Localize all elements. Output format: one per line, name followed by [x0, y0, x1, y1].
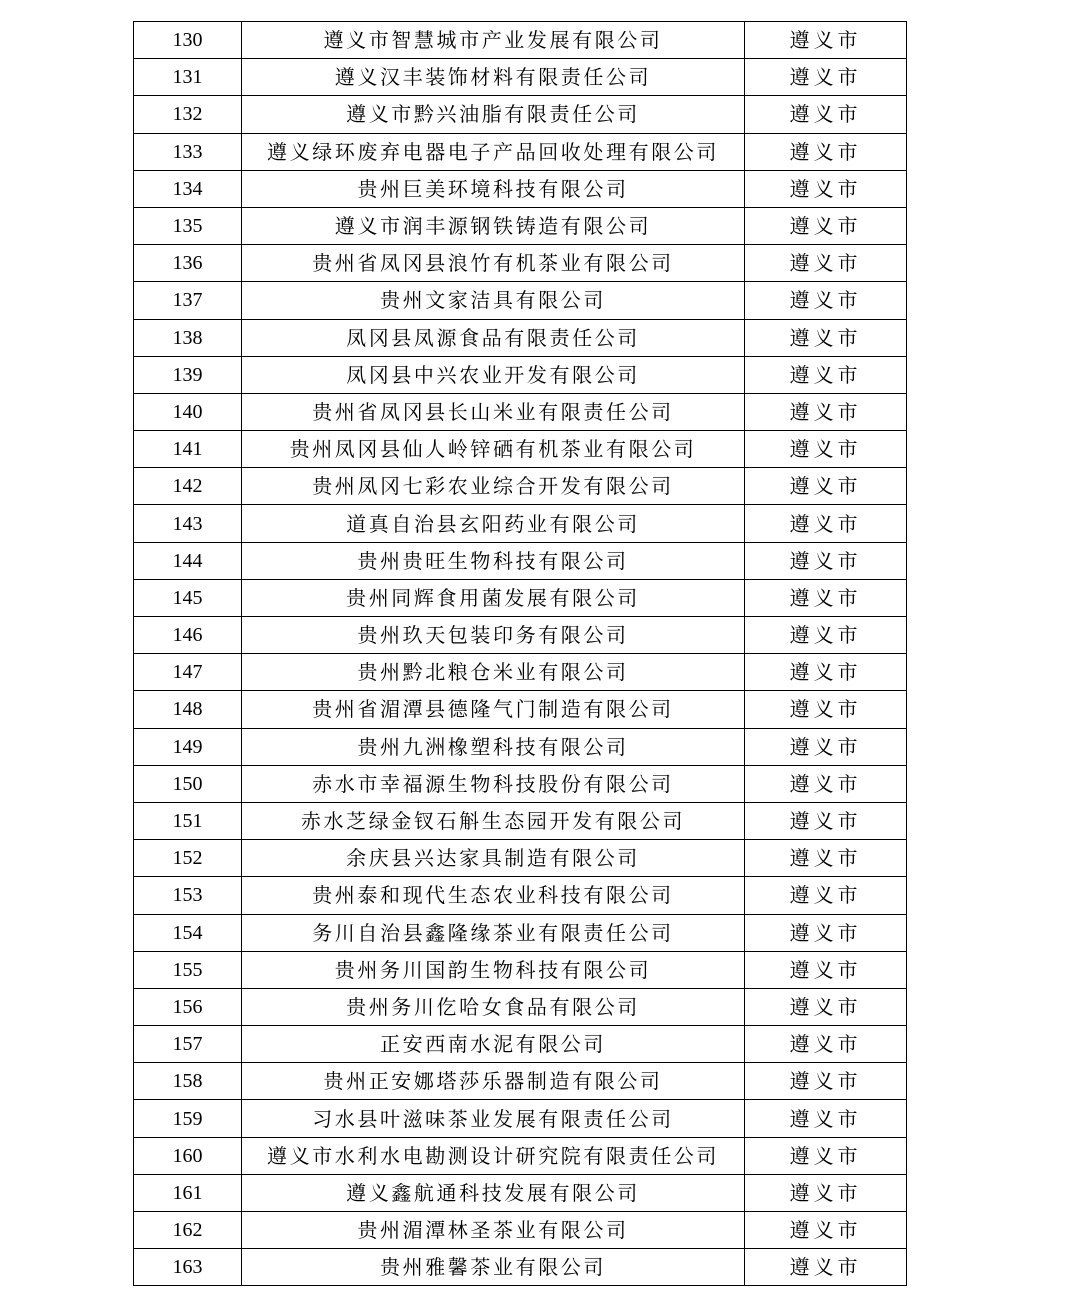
city-cell: 遵义市	[745, 1063, 907, 1100]
city-cell: 遵义市	[745, 1174, 907, 1211]
row-number-cell: 158	[134, 1063, 242, 1100]
company-name-cell: 赤水市幸福源生物科技股份有限公司	[242, 765, 745, 802]
table-row	[134, 914, 907, 951]
row-number-cell: 141	[134, 431, 242, 468]
city-cell: 遵义市	[745, 654, 907, 691]
company-name-cell: 凤冈县中兴农业开发有限公司	[242, 356, 745, 393]
table-row	[134, 728, 907, 765]
city-cell: 遵义市	[745, 1249, 907, 1286]
city-cell: 遵义市	[745, 988, 907, 1025]
row-number-cell: 135	[134, 207, 242, 244]
city-cell: 遵义市	[745, 728, 907, 765]
company-name-cell: 贵州省凤冈县长山米业有限责任公司	[242, 393, 745, 430]
city-cell: 遵义市	[745, 207, 907, 244]
table-row	[134, 431, 907, 468]
company-name-cell: 贵州正安娜塔莎乐器制造有限公司	[242, 1063, 745, 1100]
row-number-cell: 138	[134, 319, 242, 356]
row-number-cell: 137	[134, 282, 242, 319]
row-number-cell: 148	[134, 691, 242, 728]
city-cell: 遵义市	[745, 877, 907, 914]
company-name-cell: 务川自治县鑫隆缘茶业有限责任公司	[242, 914, 745, 951]
company-name-cell: 贵州同辉食用菌发展有限公司	[242, 579, 745, 616]
company-name-cell: 贵州省湄潭县德隆气门制造有限公司	[242, 691, 745, 728]
table-row	[134, 579, 907, 616]
city-cell: 遵义市	[745, 840, 907, 877]
city-cell: 遵义市	[745, 282, 907, 319]
row-number-cell: 154	[134, 914, 242, 951]
company-name-cell: 余庆县兴达家具制造有限公司	[242, 840, 745, 877]
table-row	[134, 1212, 907, 1249]
row-number-cell: 159	[134, 1100, 242, 1137]
company-name-cell: 贵州巨美环境科技有限公司	[242, 170, 745, 207]
company-name-cell: 赤水芝绿金钗石斛生态园开发有限公司	[242, 802, 745, 839]
row-number-cell: 144	[134, 542, 242, 579]
row-number-cell: 150	[134, 765, 242, 802]
table-row	[134, 691, 907, 728]
company-name-cell: 遵义汉丰装饰材料有限责任公司	[242, 59, 745, 96]
row-number-cell: 149	[134, 728, 242, 765]
company-name-cell: 遵义绿环废弃电器电子产品回收处理有限公司	[242, 133, 745, 170]
table-row	[134, 356, 907, 393]
city-cell: 遵义市	[745, 951, 907, 988]
company-name-cell: 贵州九洲橡塑科技有限公司	[242, 728, 745, 765]
city-cell: 遵义市	[745, 802, 907, 839]
row-number-cell: 142	[134, 468, 242, 505]
company-name-cell: 遵义市黔兴油脂有限责任公司	[242, 96, 745, 133]
company-name-cell: 贵州泰和现代生态农业科技有限公司	[242, 877, 745, 914]
table-row	[134, 133, 907, 170]
row-number-cell: 139	[134, 356, 242, 393]
table-row	[134, 468, 907, 505]
table-row	[134, 654, 907, 691]
city-cell: 遵义市	[745, 59, 907, 96]
row-number-cell: 130	[134, 22, 242, 59]
table-row	[134, 840, 907, 877]
city-cell: 遵义市	[745, 1212, 907, 1249]
row-number-cell: 134	[134, 170, 242, 207]
company-name-cell: 贵州省凤冈县浪竹有机茶业有限公司	[242, 245, 745, 282]
company-name-cell: 贵州凤冈县仙人岭锌硒有机茶业有限公司	[242, 431, 745, 468]
city-cell: 遵义市	[745, 765, 907, 802]
table-row	[134, 1026, 907, 1063]
city-cell: 遵义市	[745, 356, 907, 393]
row-number-cell: 145	[134, 579, 242, 616]
table-body	[134, 22, 907, 1286]
city-cell: 遵义市	[745, 617, 907, 654]
city-cell: 遵义市	[745, 393, 907, 430]
table-row	[134, 59, 907, 96]
company-name-cell: 贵州贵旺生物科技有限公司	[242, 542, 745, 579]
company-name-cell: 正安西南水泥有限公司	[242, 1026, 745, 1063]
city-cell: 遵义市	[745, 22, 907, 59]
company-name-cell: 遵义鑫航通科技发展有限公司	[242, 1174, 745, 1211]
table-row	[134, 96, 907, 133]
row-number-cell: 143	[134, 505, 242, 542]
table-row	[134, 1249, 907, 1286]
company-name-cell: 习水县叶滋味茶业发展有限责任公司	[242, 1100, 745, 1137]
table-row	[134, 505, 907, 542]
company-name-cell: 道真自治县玄阳药业有限公司	[242, 505, 745, 542]
city-cell: 遵义市	[745, 1100, 907, 1137]
company-name-cell: 贵州文家洁具有限公司	[242, 282, 745, 319]
city-cell: 遵义市	[745, 505, 907, 542]
company-name-cell: 遵义市水利水电勘测设计研究院有限责任公司	[242, 1137, 745, 1174]
row-number-cell: 155	[134, 951, 242, 988]
company-name-cell: 贵州湄潭林圣茶业有限公司	[242, 1212, 745, 1249]
company-name-cell: 凤冈县凤源食品有限责任公司	[242, 319, 745, 356]
row-number-cell: 156	[134, 988, 242, 1025]
row-number-cell: 163	[134, 1249, 242, 1286]
table-row	[134, 542, 907, 579]
city-cell: 遵义市	[745, 1137, 907, 1174]
company-name-cell: 贵州黔北粮仓米业有限公司	[242, 654, 745, 691]
table-row	[134, 207, 907, 244]
table-row	[134, 1174, 907, 1211]
city-cell: 遵义市	[745, 579, 907, 616]
table-row	[134, 1100, 907, 1137]
city-cell: 遵义市	[745, 96, 907, 133]
company-list-table	[133, 21, 907, 1286]
city-cell: 遵义市	[745, 1026, 907, 1063]
company-name-cell: 贵州务川国韵生物科技有限公司	[242, 951, 745, 988]
row-number-cell: 152	[134, 840, 242, 877]
table-row	[134, 393, 907, 430]
city-cell: 遵义市	[745, 319, 907, 356]
company-name-cell: 贵州玖天包装印务有限公司	[242, 617, 745, 654]
table-row	[134, 282, 907, 319]
city-cell: 遵义市	[745, 245, 907, 282]
company-name-cell: 遵义市智慧城市产业发展有限公司	[242, 22, 745, 59]
city-cell: 遵义市	[745, 133, 907, 170]
city-cell: 遵义市	[745, 468, 907, 505]
city-cell: 遵义市	[745, 542, 907, 579]
row-number-cell: 132	[134, 96, 242, 133]
table-row	[134, 617, 907, 654]
table-row	[134, 877, 907, 914]
table-row	[134, 765, 907, 802]
row-number-cell: 140	[134, 393, 242, 430]
city-cell: 遵义市	[745, 914, 907, 951]
table-row	[134, 245, 907, 282]
table-row	[134, 988, 907, 1025]
table-row	[134, 1137, 907, 1174]
table-row	[134, 1063, 907, 1100]
company-name-cell: 遵义市润丰源钢铁铸造有限公司	[242, 207, 745, 244]
row-number-cell: 162	[134, 1212, 242, 1249]
row-number-cell: 146	[134, 617, 242, 654]
row-number-cell: 133	[134, 133, 242, 170]
company-name-cell: 贵州凤冈七彩农业综合开发有限公司	[242, 468, 745, 505]
company-name-cell: 贵州雅馨茶业有限公司	[242, 1249, 745, 1286]
table-row	[134, 951, 907, 988]
table-row	[134, 22, 907, 59]
city-cell: 遵义市	[745, 170, 907, 207]
row-number-cell: 147	[134, 654, 242, 691]
table-row	[134, 170, 907, 207]
company-name-cell: 贵州务川仡哈女食品有限公司	[242, 988, 745, 1025]
row-number-cell: 136	[134, 245, 242, 282]
row-number-cell: 131	[134, 59, 242, 96]
city-cell: 遵义市	[745, 431, 907, 468]
row-number-cell: 161	[134, 1174, 242, 1211]
table-row	[134, 802, 907, 839]
table-row	[134, 319, 907, 356]
row-number-cell: 151	[134, 802, 242, 839]
row-number-cell: 160	[134, 1137, 242, 1174]
row-number-cell: 157	[134, 1026, 242, 1063]
city-cell: 遵义市	[745, 691, 907, 728]
row-number-cell: 153	[134, 877, 242, 914]
